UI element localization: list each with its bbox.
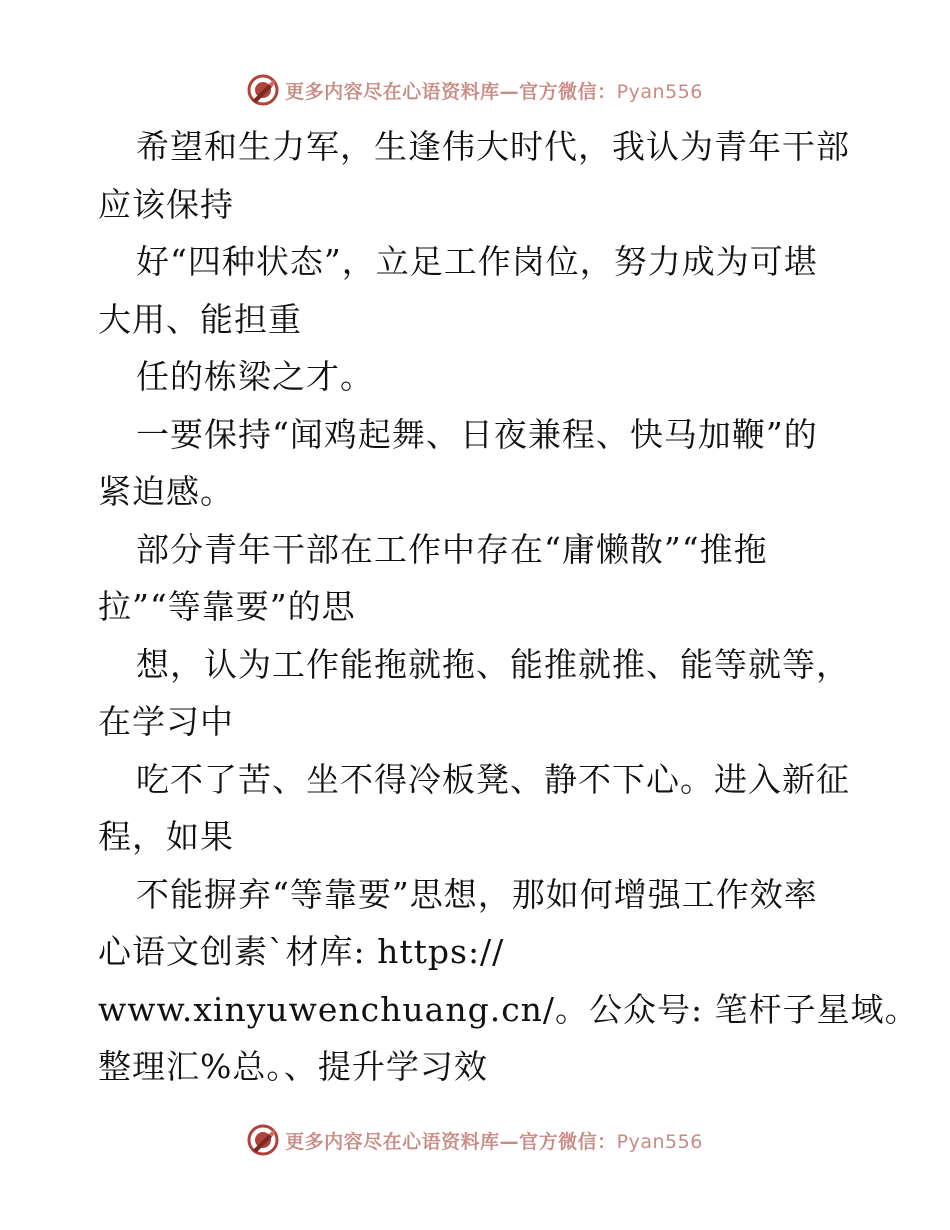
pen-logo-icon: [247, 1124, 279, 1156]
paragraph-4-line-2: 紧迫感。: [98, 472, 234, 511]
paragraph-8-line-1: 不能摒弃“等靠要”思想，那如何增强工作效率: [136, 874, 818, 914]
watermark-text-id: Pyan556: [616, 1130, 703, 1153]
footer-watermark: [0, 1120, 950, 1160]
paragraph-5-line-2: 拉”“等靠要”的思: [98, 587, 356, 626]
watermark-text-id: Pyan556: [616, 80, 703, 103]
tail-line-2: 整理汇%总。、提升学习效: [98, 1047, 488, 1086]
header-watermark: [0, 70, 950, 110]
watermark-text: [285, 77, 703, 104]
tail-line-1: www.xinyuwenchuang.cn/。公众号: 笔杆子星域。: [98, 989, 919, 1029]
paragraph-2-line-2: 大用、能担重: [98, 299, 302, 339]
watermark-text-cn: 更多内容尽在心语资料库—官方微信：: [285, 80, 617, 103]
paragraph-8-line-2: 心语文创素`材库: https://: [98, 932, 505, 971]
paragraph-4-line-1: 一要保持“闻鸡起舞、日夜兼程、快马加鞭”的: [136, 414, 818, 454]
paragraph-6-line-2: 在学习中: [98, 702, 234, 741]
watermark-text: [285, 1127, 703, 1154]
paragraph-7-line-2: 程，如果: [98, 817, 234, 856]
document-body: [98, 118, 919, 1096]
paragraph-6-line-1: 想，认为工作能拖就拖、能推就推、能等就等，: [136, 644, 850, 684]
paragraph-1-line-2: 应该保持: [98, 184, 234, 224]
pen-logo-icon: [247, 74, 279, 106]
paragraph-1-line-1: 希望和生力军，生逢伟大时代，我认为青年干部: [136, 127, 850, 166]
paragraph-3-line-1: 任的栋梁之才。: [136, 357, 374, 396]
paragraph-2-line-1: 好“四种状态”，立足工作岗位，努力成为可堪: [136, 242, 818, 281]
paragraph-5-line-1: 部分青年干部在工作中存在“庸懒散”“推拖: [136, 529, 768, 569]
watermark-text-cn: 更多内容尽在心语资料库—官方微信：: [285, 1130, 617, 1153]
paragraph-7-line-1: 吃不了苦、坐不得冷板凳、静不下心。进入新征: [136, 759, 850, 799]
